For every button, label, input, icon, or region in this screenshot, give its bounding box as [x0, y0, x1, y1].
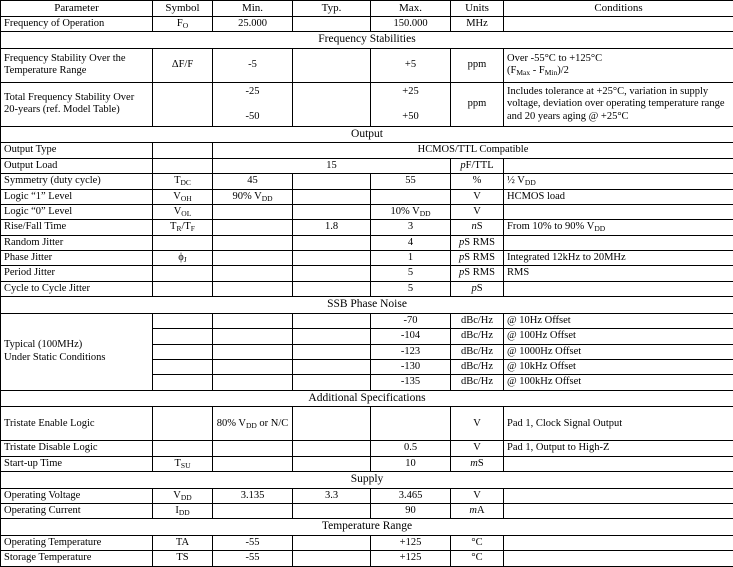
cell-conditions: Pad 1, Output to High-Z	[504, 441, 733, 456]
cell-min	[213, 235, 293, 250]
cell-parameter: Tristate Enable Logic	[1, 407, 153, 441]
cell-conditions: @ 10Hz Offset	[504, 313, 733, 328]
cell-units: dBc/Hz	[451, 375, 504, 390]
table-row	[1, 143, 733, 158]
cell-max: 5	[371, 266, 451, 281]
table-row	[1, 220, 733, 235]
cell-parameter: Total Frequency Stability Over 20-years (ref. Model Table)	[1, 82, 153, 126]
cell-min	[213, 441, 293, 456]
cell-max: 10	[371, 456, 451, 471]
cell-typ	[293, 313, 371, 328]
cell-conditions: @ 10kHz Offset	[504, 359, 733, 374]
cell-max	[371, 189, 451, 204]
cell-conditions	[504, 158, 733, 173]
cell-symbol: FO	[153, 16, 213, 31]
cell-typ	[293, 204, 371, 219]
cell-max: -70	[371, 313, 451, 328]
cell-min	[213, 251, 293, 266]
cell-min	[213, 344, 293, 359]
cell-conditions: From 10% to 90% VDD	[504, 220, 733, 235]
cell-sym	[153, 344, 213, 359]
table-row	[1, 266, 733, 281]
cell-symbol: TA	[153, 535, 213, 550]
cell-max	[371, 407, 451, 441]
cell-typ	[293, 441, 371, 456]
cell-conditions	[504, 551, 733, 566]
table-row	[1, 82, 733, 126]
cell-symbol	[153, 266, 213, 281]
cell-typ	[293, 456, 371, 471]
section-title: Temperature Range	[1, 519, 733, 536]
cell-symbol	[153, 143, 213, 158]
cell-max: 10% VDD	[371, 204, 451, 219]
cell-symbol	[153, 281, 213, 296]
column-header-typ: Typ.	[293, 1, 371, 17]
cell-conditions	[504, 456, 733, 471]
cell-max: 1	[371, 251, 451, 266]
cell-max: 3.465	[371, 488, 451, 503]
table-row	[1, 313, 733, 328]
cell-min: -55	[213, 551, 293, 566]
column-header-symbol: Symbol	[153, 1, 213, 17]
parameter-cell: Typical (100MHz) Under Static Conditions	[1, 313, 153, 390]
cell-parameter: Tristate Disable Logic	[1, 441, 153, 456]
section-header-row	[1, 297, 733, 314]
table-row	[1, 251, 733, 266]
cell-min: 3.135	[213, 488, 293, 503]
cell-typ	[293, 16, 371, 31]
column-header-min: Min.	[213, 1, 293, 17]
cell-conditions	[504, 204, 733, 219]
cell-units: dBc/Hz	[451, 313, 504, 328]
cell-conditions: RMS	[504, 266, 733, 281]
cell-units: dBc/Hz	[451, 359, 504, 374]
cell-units: °C	[451, 551, 504, 566]
cell-conditions: Over -55°C to +125°C (FMax - FMin)/2	[504, 48, 733, 82]
cell-max: 5	[371, 281, 451, 296]
cell-conditions	[504, 235, 733, 250]
cell-min: -5	[213, 48, 293, 82]
cell-units: V	[451, 189, 504, 204]
cell-units: V	[451, 488, 504, 503]
cell-units: V	[451, 204, 504, 219]
cell-min	[213, 375, 293, 390]
cell-typ	[293, 344, 371, 359]
column-header-conditions: Conditions	[504, 1, 733, 17]
section-header-row	[1, 390, 733, 407]
cell-units: dBc/Hz	[451, 344, 504, 359]
cell-parameter: Logic “1” Level	[1, 189, 153, 204]
cell-max: -123	[371, 344, 451, 359]
cell-symbol: TS	[153, 551, 213, 566]
cell-parameter: Output Load	[1, 158, 153, 173]
cell-typ: 3.3	[293, 488, 371, 503]
table-row	[1, 456, 733, 471]
cell-conditions	[504, 16, 733, 31]
cell-min: HCMOS/TTL Compatible	[213, 143, 733, 158]
cell-typ	[293, 174, 371, 189]
cell-max: 0.5	[371, 441, 451, 456]
cell-parameter: Cycle to Cycle Jitter	[1, 281, 153, 296]
table-row	[1, 281, 733, 296]
cell-min: 90% VDD	[213, 189, 293, 204]
cell-typ	[293, 329, 371, 344]
cell-symbol: TDC	[153, 174, 213, 189]
cell-typ	[293, 235, 371, 250]
cell-parameter: Operating Current	[1, 503, 153, 518]
section-header-row	[1, 519, 733, 536]
cell-conditions: HCMOS load	[504, 189, 733, 204]
section-title: Additional Specifications	[1, 390, 733, 407]
cell-symbol: TR/TF	[153, 220, 213, 235]
cell-conditions	[504, 281, 733, 296]
cell-units: pS RMS	[451, 266, 504, 281]
section-header-row	[1, 471, 733, 488]
cell-symbol: VOH	[153, 189, 213, 204]
cell-max: +125	[371, 535, 451, 550]
cell-units: mS	[451, 456, 504, 471]
table-row	[1, 407, 733, 441]
cell-symbol: VOL	[153, 204, 213, 219]
cell-max: -104	[371, 329, 451, 344]
cell-min	[213, 313, 293, 328]
cell-min: -55	[213, 535, 293, 550]
table-row	[1, 441, 733, 456]
cell-units: dBc/Hz	[451, 329, 504, 344]
cell-conditions: Includes tolerance at +25°C, variation in supply voltage, deviation over operating temperature range and 20 years aging @ +25°C	[504, 82, 733, 126]
table-row	[1, 48, 733, 82]
cell-symbol: ΔF/F	[153, 48, 213, 82]
cell-conditions: Pad 1, Clock Signal Output	[504, 407, 733, 441]
section-title: SSB Phase Noise	[1, 297, 733, 314]
cell-symbol	[153, 235, 213, 250]
section-header-row	[1, 126, 733, 143]
cell-max: 55	[371, 174, 451, 189]
cell-sym	[153, 375, 213, 390]
cell-units: pF/TTL	[451, 158, 504, 173]
table-row	[1, 551, 733, 566]
cell-parameter: Operating Voltage	[1, 488, 153, 503]
cell-parameter: Start-up Time	[1, 456, 153, 471]
cell-units: pS	[451, 281, 504, 296]
cell-parameter: Symmetry (duty cycle)	[1, 174, 153, 189]
cell-typ	[293, 266, 371, 281]
cell-min	[213, 266, 293, 281]
section-title: Frequency Stabilities	[1, 32, 733, 49]
cell-units: ppm	[451, 82, 504, 126]
table-row	[1, 535, 733, 550]
table-row	[1, 488, 733, 503]
cell-units: pS RMS	[451, 235, 504, 250]
cell-units: ppm	[451, 48, 504, 82]
cell-sym	[153, 359, 213, 374]
cell-units: %	[451, 174, 504, 189]
cell-typ	[293, 281, 371, 296]
cell-min: 15	[213, 158, 451, 173]
table-row	[1, 235, 733, 250]
cell-typ	[293, 407, 371, 441]
cell-symbol: ϕJ	[153, 251, 213, 266]
cell-units: MHz	[451, 16, 504, 31]
cell-symbol	[153, 441, 213, 456]
cell-conditions: @ 100kHz Offset	[504, 375, 733, 390]
cell-parameter: Logic “0” Level	[1, 204, 153, 219]
table-row	[1, 16, 733, 31]
cell-min: 25.000	[213, 16, 293, 31]
column-header-parameter: Parameter	[1, 1, 153, 17]
cell-conditions: @ 100Hz Offset	[504, 329, 733, 344]
cell-parameter: Phase Jitter	[1, 251, 153, 266]
cell-typ	[293, 48, 371, 82]
column-header-max: Max.	[371, 1, 451, 17]
cell-symbol	[153, 158, 213, 173]
cell-min: -25 -50	[213, 82, 293, 126]
cell-conditions: @ 1000Hz Offset	[504, 344, 733, 359]
cell-max: 4	[371, 235, 451, 250]
cell-parameter: Random Jitter	[1, 235, 153, 250]
cell-parameter: Period Jitter	[1, 266, 153, 281]
cell-min	[213, 503, 293, 518]
cell-typ	[293, 535, 371, 550]
cell-parameter: Frequency Stability Over the Temperature Range	[1, 48, 153, 82]
cell-max: 90	[371, 503, 451, 518]
cell-min: 80% VDD or N/C	[213, 407, 293, 441]
cell-min	[213, 281, 293, 296]
section-title: Output	[1, 126, 733, 143]
cell-typ	[293, 82, 371, 126]
cell-units: nS	[451, 220, 504, 235]
cell-symbol: VDD	[153, 488, 213, 503]
section-title: Supply	[1, 471, 733, 488]
cell-min	[213, 204, 293, 219]
column-header-units: Units	[451, 1, 504, 17]
table-header-row	[1, 1, 733, 17]
cell-typ	[293, 359, 371, 374]
cell-symbol: TSU	[153, 456, 213, 471]
cell-max: +25 +50	[371, 82, 451, 126]
cell-min	[213, 220, 293, 235]
cell-typ: 1.8	[293, 220, 371, 235]
cell-conditions: ½ VDD	[504, 174, 733, 189]
table-row	[1, 503, 733, 518]
cell-conditions	[504, 488, 733, 503]
cell-units: V	[451, 441, 504, 456]
cell-typ	[293, 189, 371, 204]
cell-min	[213, 329, 293, 344]
cell-min	[213, 456, 293, 471]
cell-units: °C	[451, 535, 504, 550]
cell-min	[213, 359, 293, 374]
cell-conditions	[504, 535, 733, 550]
table-row	[1, 158, 733, 173]
section-header-row	[1, 32, 733, 49]
cell-typ	[293, 375, 371, 390]
table-body	[1, 1, 733, 567]
cell-symbol: IDD	[153, 503, 213, 518]
cell-parameter: Output Type	[1, 143, 153, 158]
cell-typ	[293, 251, 371, 266]
cell-conditions	[504, 503, 733, 518]
table-row	[1, 204, 733, 219]
cell-conditions: Integrated 12kHz to 20MHz	[504, 251, 733, 266]
cell-typ	[293, 551, 371, 566]
cell-max: 150.000	[371, 16, 451, 31]
cell-parameter: Rise/Fall Time	[1, 220, 153, 235]
cell-sym	[153, 313, 213, 328]
cell-min: 45	[213, 174, 293, 189]
cell-parameter: Storage Temperature	[1, 551, 153, 566]
table-row	[1, 189, 733, 204]
cell-symbol	[153, 407, 213, 441]
cell-max: +5	[371, 48, 451, 82]
cell-units: V	[451, 407, 504, 441]
table-row	[1, 174, 733, 189]
cell-max: 3	[371, 220, 451, 235]
cell-max: -130	[371, 359, 451, 374]
cell-parameter: Operating Temperature	[1, 535, 153, 550]
cell-parameter: Frequency of Operation	[1, 16, 153, 31]
cell-sym	[153, 329, 213, 344]
cell-max: -135	[371, 375, 451, 390]
cell-units: mA	[451, 503, 504, 518]
cell-symbol	[153, 82, 213, 126]
cell-units: pS RMS	[451, 251, 504, 266]
cell-typ	[293, 503, 371, 518]
cell-max: +125	[371, 551, 451, 566]
